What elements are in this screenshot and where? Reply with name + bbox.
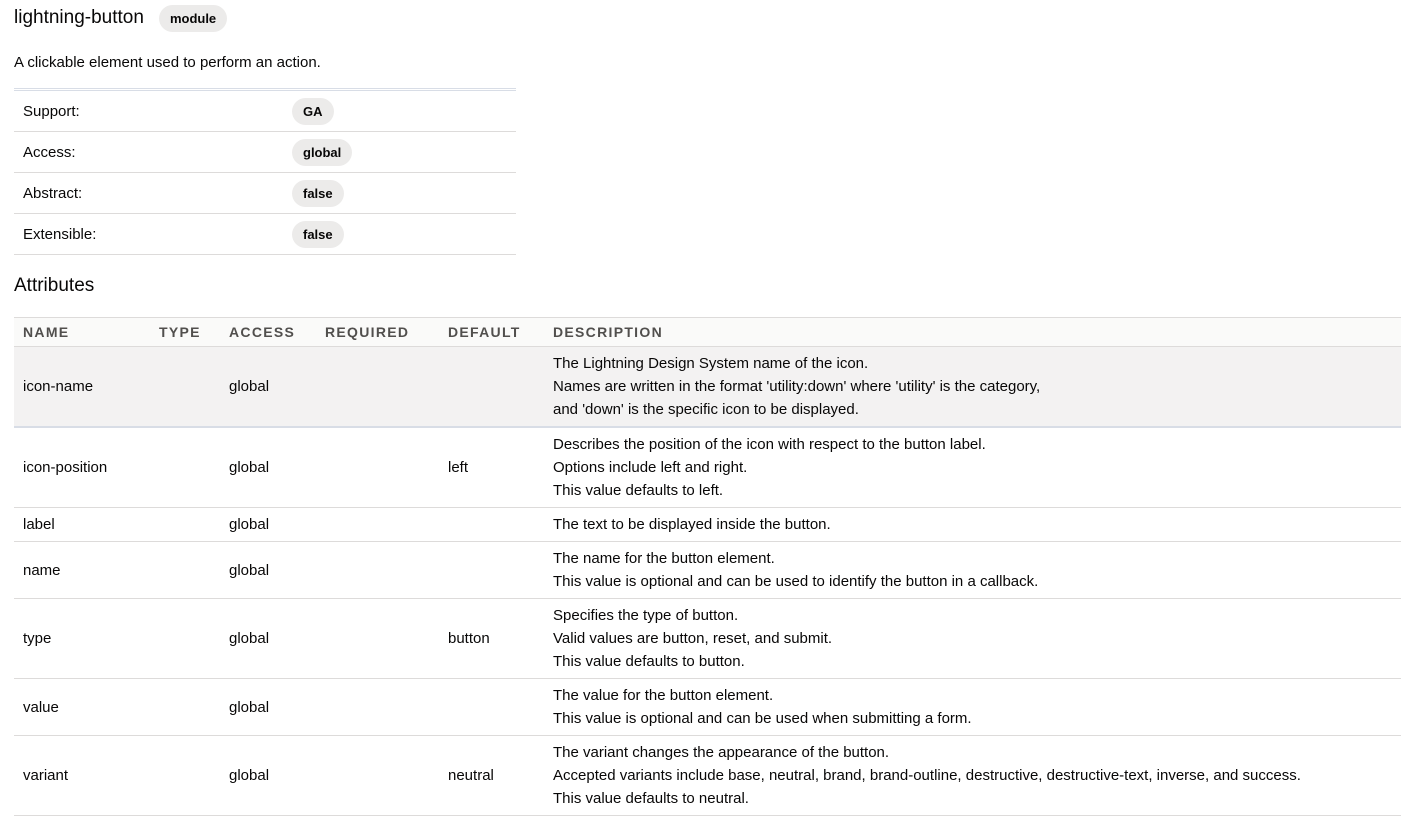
attribute-description-cell — [544, 347, 1401, 428]
attribute-name-cell: variant — [14, 736, 150, 816]
component-doc-page — [0, 1, 1401, 816]
description-line: This value is optional and can be used to identify the button in a callback. — [553, 573, 1039, 590]
attribute-access-cell: global — [220, 736, 316, 816]
description-line: Names are written in the format 'utility:down' where 'utility' is the category, — [553, 378, 1041, 395]
description-line: Valid values are button, reset, and submit. — [553, 630, 833, 647]
attribute-required-cell — [316, 542, 439, 599]
property-label: Access: — [23, 143, 76, 161]
column-header-required: REQUIRED — [316, 318, 439, 347]
attribute-name-cell: icon-position — [14, 427, 150, 508]
component-description: A clickable element used to perform an action. — [14, 54, 321, 71]
description-line: Accepted variants include base, neutral, brand, brand-outline, destructive, destructive-text, inverse, and success. — [553, 767, 1301, 784]
column-header-default: DEFAULT — [439, 318, 544, 347]
attribute-name-cell: value — [14, 679, 150, 736]
column-header-access: ACCESS — [220, 318, 316, 347]
attribute-type-cell — [150, 679, 220, 736]
attribute-access-cell: global — [220, 508, 316, 542]
attribute-access-cell: global — [220, 427, 316, 508]
attribute-default-cell — [439, 542, 544, 599]
property-row-abstract — [14, 173, 516, 214]
description-line: The Lightning Design System name of the icon. — [553, 355, 869, 372]
description-line: The variant changes the appearance of the button. — [553, 744, 890, 761]
attribute-row — [14, 599, 1401, 679]
attribute-description-cell — [544, 599, 1401, 679]
module-badge: module — [159, 5, 227, 32]
attributes-table — [14, 317, 1401, 816]
property-badge: false — [292, 180, 344, 207]
attribute-type-cell — [150, 736, 220, 816]
attribute-default-cell — [439, 347, 544, 428]
attribute-type-cell — [150, 347, 220, 428]
description-line: The text to be displayed inside the button. — [553, 516, 831, 533]
column-header-type: TYPE — [150, 318, 220, 347]
attribute-access-cell: global — [220, 599, 316, 679]
attribute-description-cell — [544, 736, 1401, 816]
attribute-row — [14, 679, 1401, 736]
attribute-default-cell — [439, 508, 544, 542]
description-line: This value defaults to button. — [553, 653, 745, 670]
attribute-default-cell: button — [439, 599, 544, 679]
attribute-name-cell: name — [14, 542, 150, 599]
attribute-required-cell — [316, 599, 439, 679]
component-header — [14, 1, 1401, 35]
attribute-required-cell — [316, 736, 439, 816]
attribute-row — [14, 427, 1401, 508]
property-row-access — [14, 132, 516, 173]
attribute-type-cell — [150, 542, 220, 599]
attribute-access-cell: global — [220, 679, 316, 736]
column-header-description: DESCRIPTION — [544, 318, 1401, 347]
description-line: The name for the button element. — [553, 550, 775, 567]
attribute-required-cell — [316, 427, 439, 508]
attribute-description-cell — [544, 679, 1401, 736]
component-title: lightning-button — [14, 7, 144, 28]
description-line: and 'down' is the specific icon to be displayed. — [553, 401, 859, 418]
property-row-support — [14, 91, 516, 132]
attributes-table-body — [14, 347, 1401, 816]
property-label: Abstract: — [23, 184, 83, 202]
attribute-required-cell — [316, 347, 439, 428]
attribute-description-cell — [544, 427, 1401, 508]
description-line: This value defaults to neutral. — [553, 790, 749, 807]
attribute-type-cell — [150, 427, 220, 508]
attribute-default-cell: left — [439, 427, 544, 508]
attribute-default-cell: neutral — [439, 736, 544, 816]
attribute-required-cell — [316, 508, 439, 542]
property-row-extensible — [14, 214, 516, 255]
description-line: Specifies the type of button. — [553, 607, 739, 624]
property-label: Support: — [23, 102, 80, 120]
attribute-description-cell — [544, 542, 1401, 599]
attributes-header-row — [14, 318, 1401, 347]
attribute-row — [14, 508, 1401, 542]
attribute-row — [14, 347, 1401, 428]
property-badge: GA — [292, 98, 334, 125]
attribute-name-cell: label — [14, 508, 150, 542]
description-line: The value for the button element. — [553, 687, 774, 704]
property-badge: global — [292, 139, 352, 166]
description-line: Describes the position of the icon with respect to the button label. — [553, 436, 986, 453]
attribute-row — [14, 736, 1401, 816]
attribute-type-cell — [150, 508, 220, 542]
attribute-default-cell — [439, 679, 544, 736]
attribute-row — [14, 542, 1401, 599]
attributes-heading: Attributes — [14, 275, 95, 296]
property-badge: false — [292, 221, 344, 248]
attribute-access-cell: global — [220, 347, 316, 428]
properties-table — [14, 88, 516, 255]
description-line: Options include left and right. — [553, 459, 748, 476]
attribute-type-cell — [150, 599, 220, 679]
attribute-description-cell — [544, 508, 1401, 542]
description-line: This value is optional and can be used when submitting a form. — [553, 710, 972, 727]
attribute-name-cell: icon-name — [14, 347, 150, 428]
attribute-access-cell: global — [220, 542, 316, 599]
property-label: Extensible: — [23, 225, 97, 243]
column-header-name: NAME — [14, 318, 150, 347]
attribute-name-cell: type — [14, 599, 150, 679]
description-line: This value defaults to left. — [553, 482, 724, 499]
attribute-required-cell — [316, 679, 439, 736]
